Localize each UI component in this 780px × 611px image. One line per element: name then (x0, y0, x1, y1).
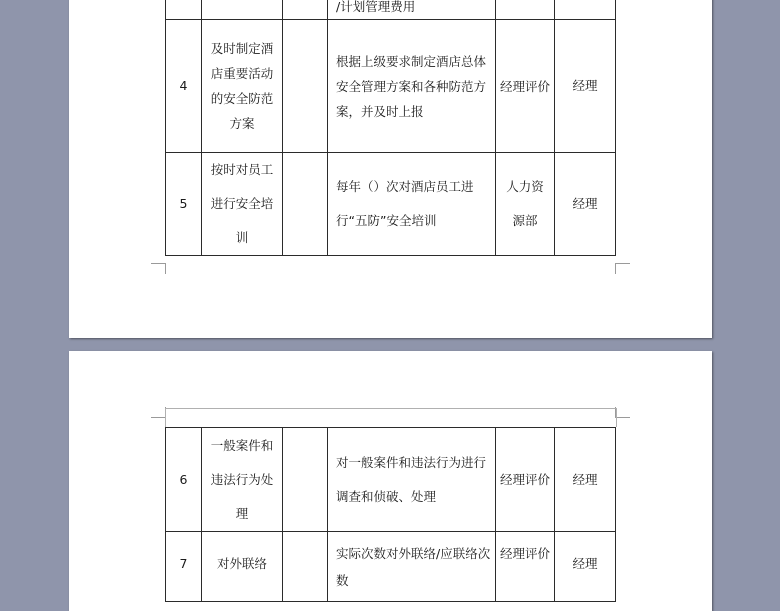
table-row (166, 153, 616, 256)
item-cell: 及时制定酒店重要活动的安全防范方案 (202, 20, 283, 153)
content-cell: 对一般案件和违法行为进行调查和侦破、处理 (328, 428, 496, 532)
assessment-cell: 人力资源部 (496, 153, 555, 256)
assessment-cell: 经理评价 (496, 532, 555, 602)
item-cell: 按时对员工进行安全培训 (202, 153, 283, 256)
margin-mark-top-right (615, 407, 630, 418)
blank-cell (283, 0, 328, 20)
responsible-cell: 经理 (555, 153, 616, 256)
blank-cell (283, 20, 328, 153)
responsible-cell: 经理 (555, 428, 616, 532)
row-number-cell: 4 (166, 20, 202, 153)
table-row (166, 532, 616, 602)
content-cell: 根据上级要求制定酒店总体安全管理方案和各种防范方案，并及时上报 (328, 20, 496, 153)
table-row (166, 428, 616, 532)
row-number-cell (166, 0, 202, 20)
item-cell: 一般案件和违法行为处理 (202, 428, 283, 532)
row-number-cell: 7 (166, 532, 202, 602)
assessment-cell (496, 0, 555, 20)
responsible-cell (555, 0, 616, 20)
item-cell (202, 0, 283, 20)
repeated-header-band (165, 408, 617, 427)
document-page-1 (69, 0, 712, 338)
blank-cell (283, 532, 328, 602)
content-cell: 每年（）次对酒店员工进行“五防”安全培训 (328, 153, 496, 256)
blank-cell (283, 153, 328, 256)
row-number-cell: 5 (166, 153, 202, 256)
margin-mark-top-left (151, 407, 166, 418)
responsible-cell: 经理 (555, 20, 616, 153)
document-page-2 (69, 351, 712, 611)
margin-mark-bottom-left (151, 263, 166, 274)
margin-mark-bottom-right (615, 263, 630, 274)
blank-cell (283, 428, 328, 532)
table-row (166, 20, 616, 153)
assessment-table-page-1 (165, 0, 616, 256)
content-cell: /计划管理费用 (328, 0, 496, 20)
assessment-cell: 经理评价 (496, 20, 555, 153)
content-cell: 实际次数对外联络/应联络次数 (328, 532, 496, 602)
assessment-cell: 经理评价 (496, 428, 555, 532)
responsible-cell: 经理 (555, 532, 616, 602)
table-row (166, 0, 616, 20)
item-cell: 对外联络 (202, 532, 283, 602)
assessment-table-page-2 (165, 427, 616, 602)
row-number-cell: 6 (166, 428, 202, 532)
